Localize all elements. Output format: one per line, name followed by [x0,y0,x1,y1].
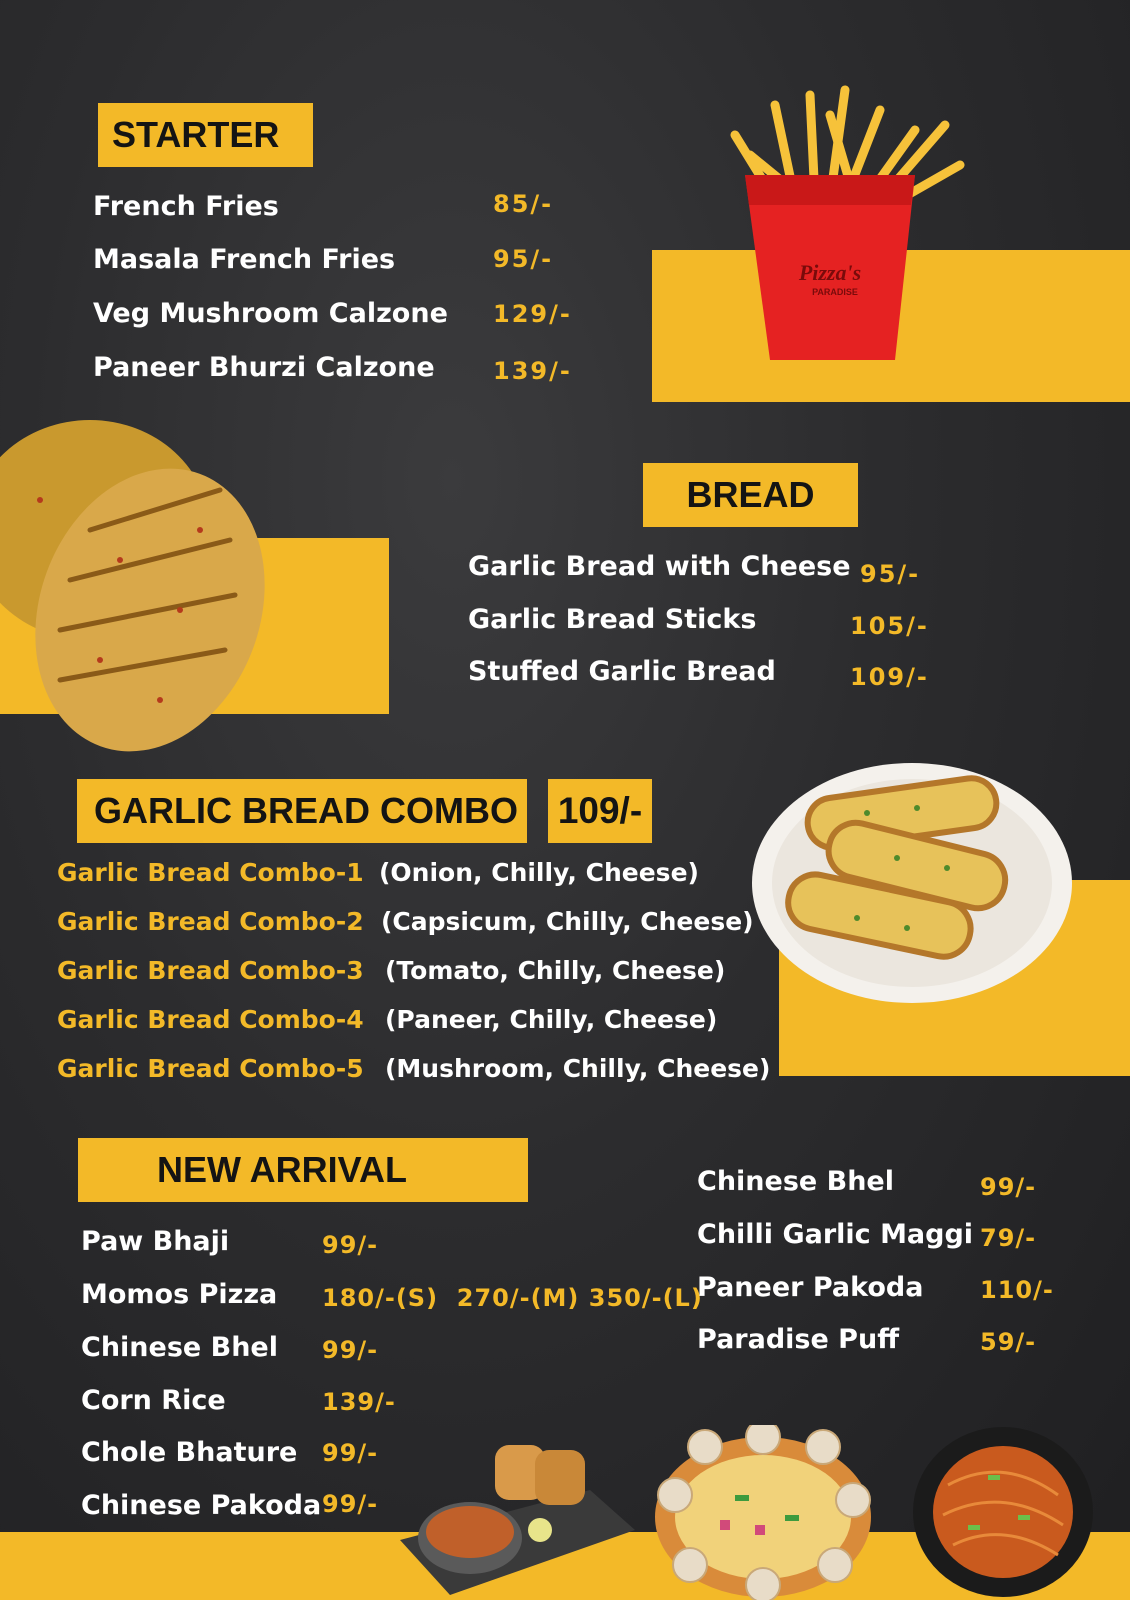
new-arrival-item-price: 180/-(S) 270/-(M) 350/-(L) [322,1284,703,1312]
garlic-bread-image [0,410,270,760]
momos-pizza-image [645,1425,880,1600]
new-arrival-item-price: 59/- [980,1328,1037,1356]
bread-heading: BREAD [643,463,858,527]
new-arrival-item-price: 110/- [980,1276,1054,1304]
starter-item-price: 129/- [493,300,572,328]
new-arrival-heading: NEW ARRIVAL [78,1138,528,1202]
combo-item-desc: (Onion, Chilly, Cheese) [379,858,699,887]
new-arrival-item-name: Chole Bhature [81,1437,298,1468]
new-arrival-item-price: 99/- [322,1439,379,1467]
bread-item-price: 105/- [850,612,929,640]
starter-item-price: 139/- [493,357,572,385]
garlic-bread-plate-image [747,758,1077,1008]
new-arrival-item-price: 79/- [980,1224,1037,1252]
paw-bhaji-image [390,1420,645,1600]
new-arrival-item-name: Corn Rice [81,1385,226,1416]
combo-item-name: Garlic Bread Combo-3 [57,956,364,985]
new-arrival-item-name: Chilli Garlic Maggi [697,1219,974,1250]
new-arrival-item-name: Momos Pizza [81,1279,278,1310]
combo-item-name: Garlic Bread Combo-4 [57,1005,364,1034]
combo-item-desc: (Paneer, Chilly, Cheese) [385,1005,718,1034]
combo-item-name: Garlic Bread Combo-5 [57,1054,364,1083]
bread-item-name: Garlic Bread with Cheese [468,551,851,582]
starter-item-name: Veg Mushroom Calzone [93,298,448,329]
new-arrival-item-price: 99/- [980,1173,1037,1201]
combo-item-desc: (Mushroom, Chilly, Cheese) [385,1054,771,1083]
new-arrival-item-name: Paradise Puff [697,1324,900,1355]
bread-item-name: Stuffed Garlic Bread [468,656,776,687]
bread-item-price: 95/- [860,560,921,588]
new-arrival-item-name: Chinese Pakoda [81,1490,322,1521]
new-arrival-item-name: Chinese Bhel [697,1166,894,1197]
new-arrival-item-price: 99/- [322,1490,379,1518]
bread-item-name: Garlic Bread Sticks [468,604,757,635]
new-arrival-item-name: Chinese Bhel [81,1332,278,1363]
combo-item-name: Garlic Bread Combo-1 [57,858,364,887]
combo-item-name: Garlic Bread Combo-2 [57,907,364,936]
new-arrival-item-price: 99/- [322,1336,379,1364]
new-arrival-item-name: Paw Bhaji [81,1226,230,1257]
starter-item-name: French Fries [93,191,279,222]
new-arrival-item-price: 99/- [322,1231,379,1259]
chilli-garlic-maggi-image [908,1425,1098,1600]
combo-item-desc: (Tomato, Chilly, Cheese) [385,956,726,985]
fries-box-sub: PARADISE [812,287,858,297]
starter-item-price: 85/- [493,190,554,218]
starter-heading: STARTER [98,103,313,167]
combo-item-desc: (Capsicum, Chilly, Cheese) [381,907,754,936]
fries-box-brand: Pizza's [798,260,862,285]
combo-price: 109/- [548,779,652,843]
new-arrival-item-price: 139/- [322,1388,396,1416]
starter-item-name: Paneer Bhurzi Calzone [93,352,435,383]
starter-item-name: Masala French Fries [93,244,396,275]
bread-item-price: 109/- [850,663,929,691]
starter-item-price: 95/- [493,245,554,273]
french-fries-image [715,80,975,370]
combo-heading: GARLIC BREAD COMBO [77,779,527,843]
new-arrival-item-name: Paneer Pakoda [697,1272,924,1303]
